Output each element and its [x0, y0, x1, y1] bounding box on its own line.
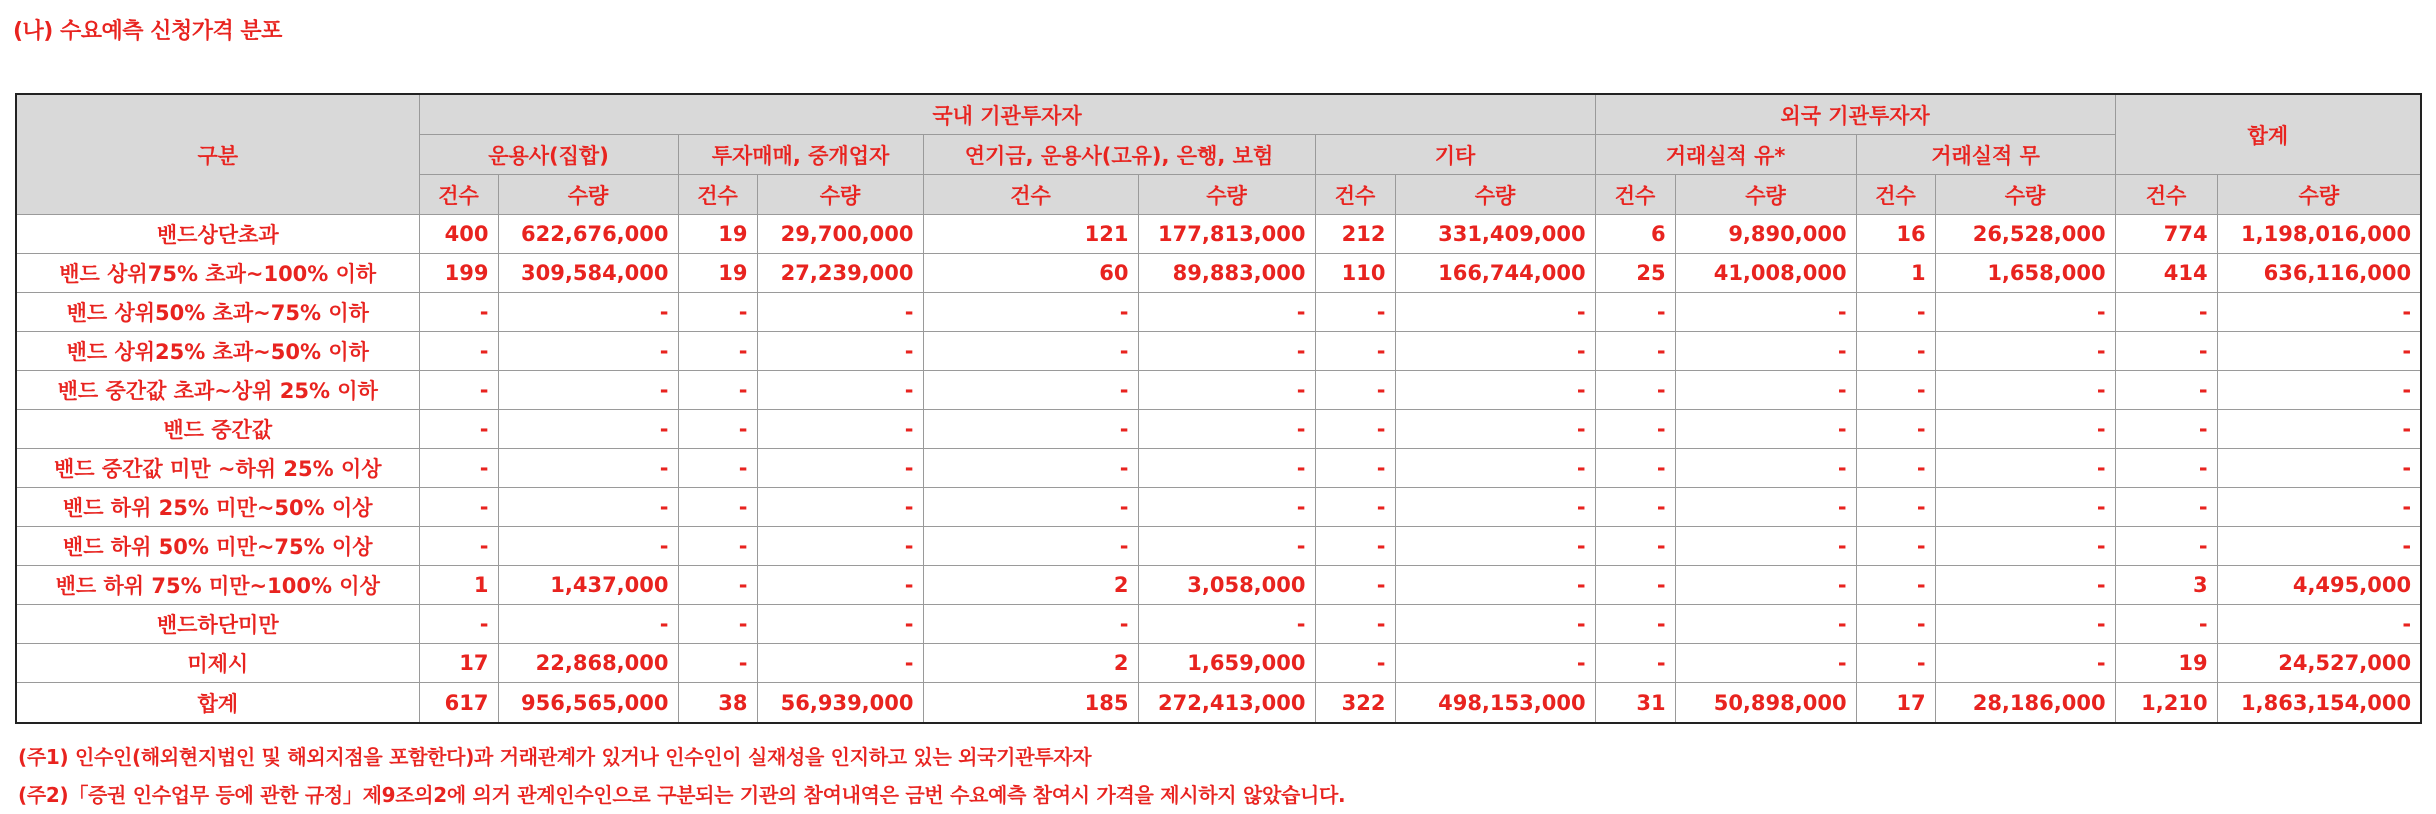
cell-count: 110 — [1315, 254, 1395, 293]
cell-qty: - — [1138, 410, 1315, 449]
cell-count: - — [1595, 332, 1675, 371]
table-row — [16, 410, 2421, 449]
cell-count: 400 — [419, 215, 498, 254]
cell-qty: - — [2217, 449, 2421, 488]
cell-count: - — [2115, 410, 2217, 449]
cell-count: 1,210 — [2115, 683, 2217, 724]
table-row — [16, 215, 2421, 254]
cell-qty: - — [757, 566, 923, 605]
table-row — [16, 449, 2421, 488]
cell-count: 199 — [419, 254, 498, 293]
cell-qty: - — [498, 410, 678, 449]
cell-qty: 89,883,000 — [1138, 254, 1315, 293]
cell-qty: - — [1935, 527, 2115, 566]
cell-count: - — [419, 410, 498, 449]
cell-count: 3 — [2115, 566, 2217, 605]
cell-count: - — [1315, 449, 1395, 488]
cell-count: - — [2115, 527, 2217, 566]
cell-count: 38 — [678, 683, 757, 724]
table-row — [16, 371, 2421, 410]
cell-qty: 1,658,000 — [1935, 254, 2115, 293]
cell-qty: - — [2217, 410, 2421, 449]
header-qty: 수량 — [757, 175, 923, 215]
cell-qty: - — [757, 332, 923, 371]
cell-qty: - — [1395, 293, 1595, 332]
row-label: 밴드 중간값 미만 ~하위 25% 이상 — [16, 449, 419, 488]
header-count: 건수 — [419, 175, 498, 215]
price-distribution-table — [15, 93, 2422, 724]
cell-count: 16 — [1856, 215, 1935, 254]
cell-count: - — [1315, 332, 1395, 371]
header-group-asset-manager: 운용사(집합) — [419, 135, 678, 175]
cell-qty: - — [757, 371, 923, 410]
cell-qty: - — [1395, 605, 1595, 644]
cell-qty: 27,239,000 — [757, 254, 923, 293]
cell-qty: 498,153,000 — [1395, 683, 1595, 724]
cell-qty: - — [498, 332, 678, 371]
cell-count: - — [419, 332, 498, 371]
cell-count: - — [2115, 371, 2217, 410]
cell-count: - — [923, 449, 1138, 488]
cell-count: - — [678, 488, 757, 527]
table-body — [16, 215, 2421, 724]
header-qty: 수량 — [1138, 175, 1315, 215]
cell-qty: - — [1395, 332, 1595, 371]
cell-qty: 177,813,000 — [1138, 215, 1315, 254]
cell-qty: - — [498, 488, 678, 527]
header-gubun: 구분 — [16, 94, 419, 215]
cell-count: - — [1595, 566, 1675, 605]
cell-count: - — [923, 332, 1138, 371]
row-label: 밴드 하위 50% 미만~75% 이상 — [16, 527, 419, 566]
cell-qty: - — [1675, 527, 1856, 566]
cell-qty: - — [1138, 605, 1315, 644]
row-label: 합계 — [16, 683, 419, 724]
cell-count: - — [923, 410, 1138, 449]
cell-qty: - — [1138, 449, 1315, 488]
cell-qty: 26,528,000 — [1935, 215, 2115, 254]
cell-count: - — [923, 293, 1138, 332]
header-group-broker: 투자매매, 중개업자 — [678, 135, 923, 175]
cell-count: 17 — [419, 644, 498, 683]
table-row — [16, 683, 2421, 724]
cell-count: - — [1856, 644, 1935, 683]
cell-qty: - — [1675, 605, 1856, 644]
cell-count: - — [678, 371, 757, 410]
cell-count: - — [1856, 410, 1935, 449]
cell-qty: - — [498, 605, 678, 644]
cell-qty: 9,890,000 — [1675, 215, 1856, 254]
cell-count: - — [1856, 449, 1935, 488]
cell-count: 60 — [923, 254, 1138, 293]
cell-qty: - — [1935, 644, 2115, 683]
cell-count: - — [678, 566, 757, 605]
cell-qty: 166,744,000 — [1395, 254, 1595, 293]
cell-qty: - — [1935, 605, 2115, 644]
cell-qty: - — [1675, 410, 1856, 449]
cell-qty: 50,898,000 — [1675, 683, 1856, 724]
cell-qty: - — [498, 293, 678, 332]
cell-count: - — [678, 410, 757, 449]
header-domestic: 국내 기관투자자 — [419, 94, 1595, 135]
cell-qty: - — [1935, 488, 2115, 527]
cell-qty: - — [1675, 371, 1856, 410]
header-foreign: 외국 기관투자자 — [1595, 94, 2115, 135]
header-count: 건수 — [1856, 175, 1935, 215]
cell-count: - — [1856, 488, 1935, 527]
cell-qty: - — [1935, 332, 2115, 371]
cell-count: - — [419, 449, 498, 488]
cell-qty: 41,008,000 — [1675, 254, 1856, 293]
cell-qty: 272,413,000 — [1138, 683, 1315, 724]
cell-count: 1 — [419, 566, 498, 605]
table-row — [16, 644, 2421, 683]
header-count: 건수 — [923, 175, 1138, 215]
table-row — [16, 254, 2421, 293]
cell-qty: - — [1675, 293, 1856, 332]
cell-qty: - — [757, 449, 923, 488]
cell-qty: - — [2217, 488, 2421, 527]
header-count: 건수 — [2115, 175, 2217, 215]
cell-count: 414 — [2115, 254, 2217, 293]
row-label: 밴드 하위 25% 미만~50% 이상 — [16, 488, 419, 527]
cell-count: - — [1595, 371, 1675, 410]
cell-qty: - — [498, 371, 678, 410]
cell-count: 31 — [1595, 683, 1675, 724]
cell-qty: - — [757, 488, 923, 527]
row-label: 밴드상단초과 — [16, 215, 419, 254]
cell-qty: - — [1138, 332, 1315, 371]
cell-qty: - — [757, 410, 923, 449]
cell-count: 212 — [1315, 215, 1395, 254]
cell-qty: - — [1935, 293, 2115, 332]
cell-qty: - — [1935, 371, 2115, 410]
row-label: 밴드 상위25% 초과~50% 이하 — [16, 332, 419, 371]
cell-qty: - — [2217, 371, 2421, 410]
cell-qty: - — [1395, 644, 1595, 683]
cell-count: 19 — [678, 215, 757, 254]
cell-qty: - — [757, 644, 923, 683]
cell-qty: - — [1675, 644, 1856, 683]
cell-qty: 1,863,154,000 — [2217, 683, 2421, 724]
cell-count: - — [1856, 527, 1935, 566]
cell-count: 2 — [923, 644, 1138, 683]
cell-count: - — [2115, 488, 2217, 527]
row-label: 밴드 상위50% 초과~75% 이하 — [16, 293, 419, 332]
cell-count: 2 — [923, 566, 1138, 605]
cell-qty: - — [1395, 488, 1595, 527]
cell-qty: - — [1935, 566, 2115, 605]
header-qty: 수량 — [2217, 175, 2421, 215]
cell-qty: - — [2217, 605, 2421, 644]
cell-qty: 622,676,000 — [498, 215, 678, 254]
header-group-other: 기타 — [1315, 135, 1595, 175]
cell-qty: - — [1138, 488, 1315, 527]
cell-qty: 29,700,000 — [757, 215, 923, 254]
cell-qty: - — [1138, 293, 1315, 332]
header-total: 합계 — [2115, 94, 2421, 175]
footnote-2: (주2)「증권 인수업무 등에 관한 규정」제9조의2에 의거 관계인수인으로 구분되는 기관의 참여내역은 금번 수요예측 참여시 가격을 제시하지 않았습니다. — [18, 783, 1346, 807]
cell-count: 121 — [923, 215, 1138, 254]
cell-count: - — [1315, 527, 1395, 566]
cell-qty: - — [1935, 449, 2115, 488]
header-group-foreign-with-record: 거래실적 유* — [1595, 135, 1856, 175]
table-row — [16, 488, 2421, 527]
cell-qty: 4,495,000 — [2217, 566, 2421, 605]
cell-qty: - — [2217, 527, 2421, 566]
cell-count: - — [1856, 293, 1935, 332]
cell-count: - — [1315, 410, 1395, 449]
cell-qty: - — [1138, 371, 1315, 410]
cell-count: 25 — [1595, 254, 1675, 293]
cell-count: 6 — [1595, 215, 1675, 254]
cell-qty: 22,868,000 — [498, 644, 678, 683]
header-count: 건수 — [678, 175, 757, 215]
cell-count: - — [1595, 488, 1675, 527]
header-qty: 수량 — [1935, 175, 2115, 215]
cell-count: - — [1595, 527, 1675, 566]
cell-count: 774 — [2115, 215, 2217, 254]
cell-count: 322 — [1315, 683, 1395, 724]
cell-count: - — [419, 527, 498, 566]
cell-count: - — [1595, 644, 1675, 683]
cell-qty: 956,565,000 — [498, 683, 678, 724]
cell-count: - — [678, 293, 757, 332]
header-qty: 수량 — [1395, 175, 1595, 215]
cell-qty: - — [757, 605, 923, 644]
cell-count: - — [1315, 605, 1395, 644]
cell-qty: - — [1675, 449, 1856, 488]
cell-qty: - — [1395, 371, 1595, 410]
cell-qty: 3,058,000 — [1138, 566, 1315, 605]
cell-count: - — [1315, 293, 1395, 332]
cell-count: - — [923, 488, 1138, 527]
section-title: (나) 수요예측 신청가격 분포 — [13, 19, 282, 44]
cell-count: - — [1595, 293, 1675, 332]
header-count: 건수 — [1595, 175, 1675, 215]
cell-count: - — [678, 644, 757, 683]
cell-qty: - — [1395, 527, 1595, 566]
table-row — [16, 527, 2421, 566]
cell-count: - — [923, 605, 1138, 644]
row-label: 밴드 하위 75% 미만~100% 이상 — [16, 566, 419, 605]
cell-qty: - — [757, 527, 923, 566]
cell-qty: - — [498, 527, 678, 566]
row-label: 미제시 — [16, 644, 419, 683]
footnotes — [18, 738, 1345, 814]
cell-count: - — [1595, 410, 1675, 449]
cell-qty: 636,116,000 — [2217, 254, 2421, 293]
cell-count: - — [923, 527, 1138, 566]
cell-qty: - — [2217, 332, 2421, 371]
cell-qty: 309,584,000 — [498, 254, 678, 293]
cell-qty: - — [1675, 332, 1856, 371]
footnote-1: (주1) 인수인(해외현지법인 및 해외지점을 포함한다)과 거래관계가 있거나 인수인이 실재성을 인지하고 있는 외국기관투자자 — [18, 745, 1092, 769]
header-qty: 수량 — [498, 175, 678, 215]
cell-count: - — [2115, 449, 2217, 488]
cell-qty: 331,409,000 — [1395, 215, 1595, 254]
cell-count: - — [678, 449, 757, 488]
table-row — [16, 566, 2421, 605]
cell-count: - — [1595, 605, 1675, 644]
row-label: 밴드하단미만 — [16, 605, 419, 644]
cell-count: 17 — [1856, 683, 1935, 724]
cell-count: - — [1315, 371, 1395, 410]
cell-count: - — [419, 488, 498, 527]
cell-count: - — [419, 293, 498, 332]
row-label: 밴드 중간값 초과~상위 25% 이하 — [16, 371, 419, 410]
cell-count: 1 — [1856, 254, 1935, 293]
table-row — [16, 605, 2421, 644]
cell-qty: - — [1395, 410, 1595, 449]
cell-qty: 1,659,000 — [1138, 644, 1315, 683]
cell-qty: - — [1138, 527, 1315, 566]
cell-count: - — [1856, 566, 1935, 605]
cell-count: - — [923, 371, 1138, 410]
cell-count: - — [419, 605, 498, 644]
header-group-pension: 연기금, 운용사(고유), 은행, 보험 — [923, 135, 1315, 175]
row-label: 밴드 상위75% 초과~100% 이하 — [16, 254, 419, 293]
cell-qty: 1,437,000 — [498, 566, 678, 605]
cell-count: 617 — [419, 683, 498, 724]
cell-count: - — [1856, 371, 1935, 410]
cell-qty: 56,939,000 — [757, 683, 923, 724]
cell-count: - — [2115, 332, 2217, 371]
cell-qty: - — [1395, 449, 1595, 488]
cell-qty: - — [757, 293, 923, 332]
cell-qty: - — [2217, 293, 2421, 332]
cell-count: - — [2115, 605, 2217, 644]
table-row — [16, 332, 2421, 371]
cell-count: 19 — [678, 254, 757, 293]
table-row — [16, 293, 2421, 332]
cell-count: - — [1856, 605, 1935, 644]
cell-count: - — [678, 605, 757, 644]
cell-qty: - — [1675, 566, 1856, 605]
header-group-foreign-no-record: 거래실적 무 — [1856, 135, 2115, 175]
cell-qty: - — [1935, 410, 2115, 449]
cell-qty: 1,198,016,000 — [2217, 215, 2421, 254]
cell-count: 19 — [2115, 644, 2217, 683]
cell-qty: 24,527,000 — [2217, 644, 2421, 683]
cell-count: - — [1856, 332, 1935, 371]
cell-count: - — [2115, 293, 2217, 332]
cell-count: - — [678, 527, 757, 566]
header-qty: 수량 — [1675, 175, 1856, 215]
cell-qty: 28,186,000 — [1935, 683, 2115, 724]
cell-count: - — [1315, 488, 1395, 527]
cell-qty: - — [498, 449, 678, 488]
cell-count: - — [419, 371, 498, 410]
cell-qty: - — [1395, 566, 1595, 605]
header-count: 건수 — [1315, 175, 1395, 215]
cell-count: - — [678, 332, 757, 371]
cell-qty: - — [1675, 488, 1856, 527]
cell-count: - — [1315, 644, 1395, 683]
row-label: 밴드 중간값 — [16, 410, 419, 449]
cell-count: 185 — [923, 683, 1138, 724]
cell-count: - — [1595, 449, 1675, 488]
cell-count: - — [1315, 566, 1395, 605]
